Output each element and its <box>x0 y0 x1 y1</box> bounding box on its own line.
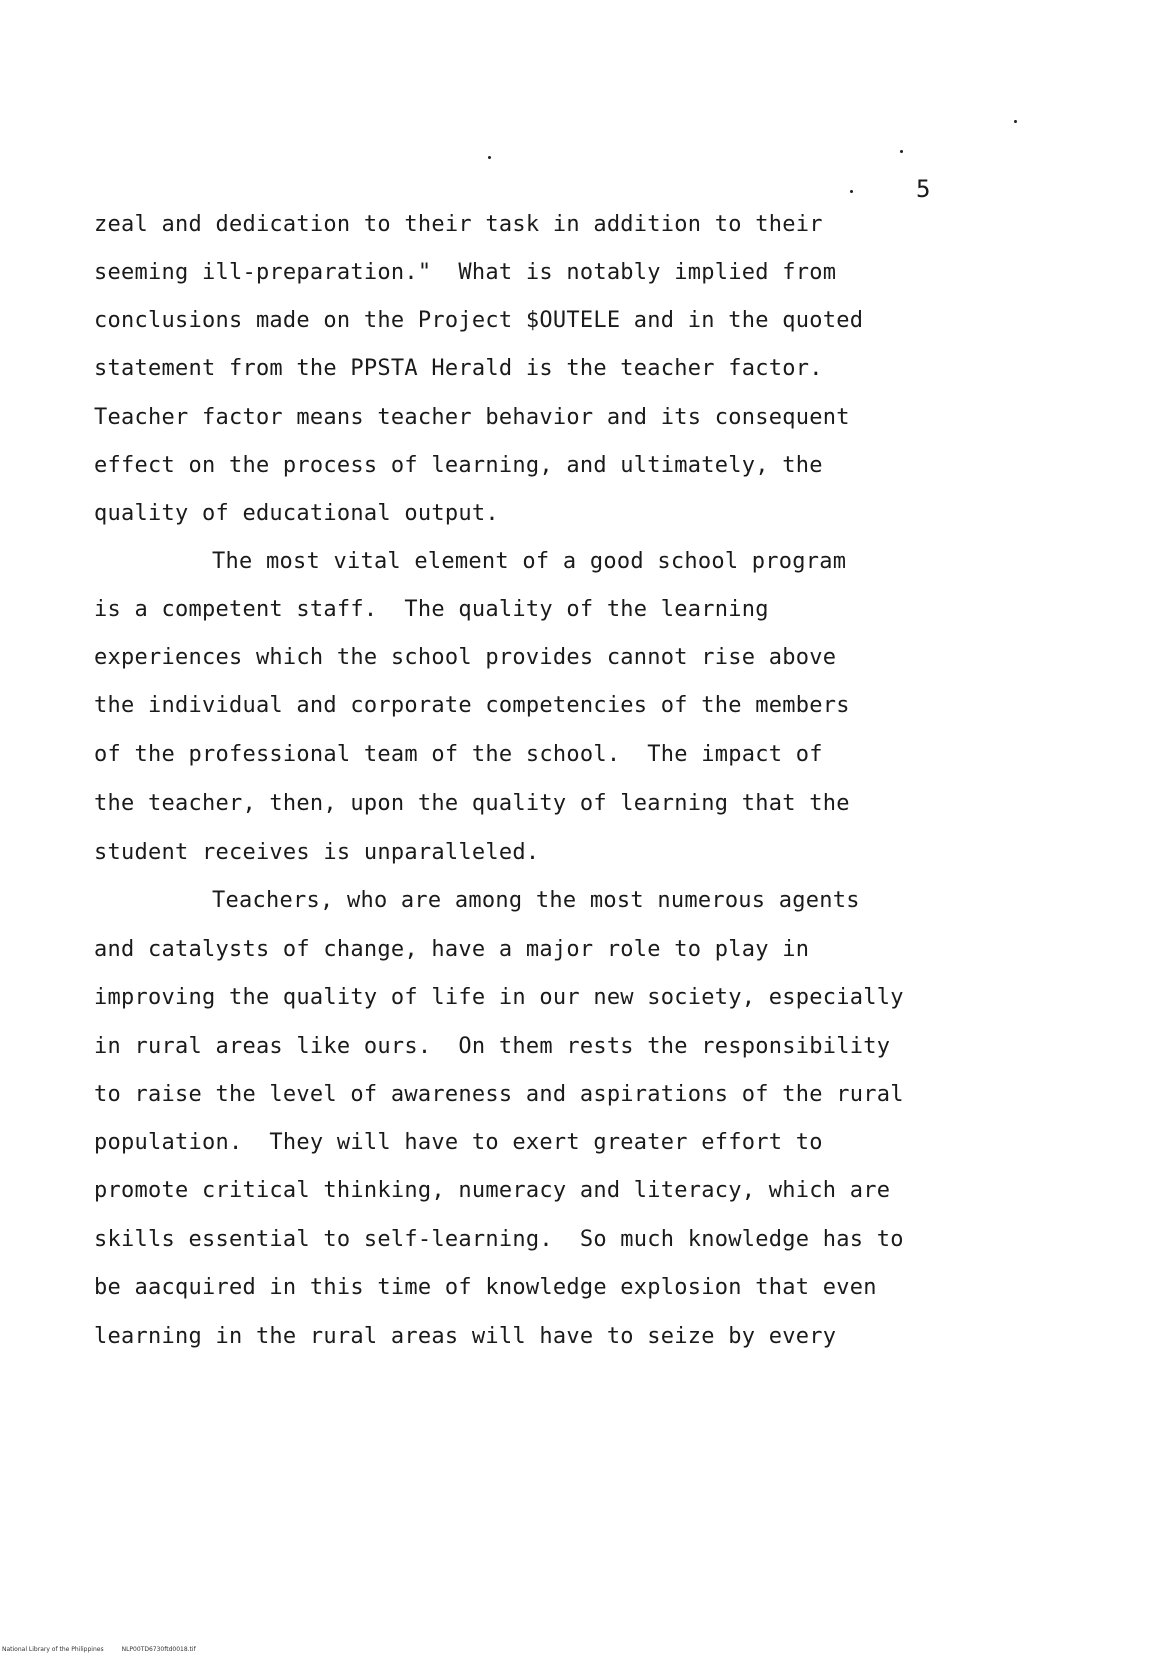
text-line: quality of educational output. <box>94 501 499 526</box>
text-line: Teacher factor means teacher behavior and its consequent <box>94 405 850 430</box>
text-line: the individual and corporate competencies of the members <box>94 693 850 718</box>
scan-speck <box>1014 120 1017 123</box>
text-line: statement from the PPSTA Herald is the teacher factor. <box>94 356 823 381</box>
text-line: to raise the level of awareness and aspirations of the rural <box>94 1082 904 1107</box>
text-line: skills essential to self-learning. So much knowledge has to <box>94 1227 904 1252</box>
text-line: in rural areas like ours. On them rests the responsibility <box>94 1034 891 1059</box>
scan-speck <box>900 150 903 153</box>
scan-speck <box>850 190 853 193</box>
library-credit: National Library of the Philippines <box>2 1646 104 1653</box>
text-line: promote critical thinking, numeracy and literacy, which are <box>94 1178 891 1203</box>
text-line: effect on the process of learning, and ultimately, the <box>94 453 823 478</box>
paragraph-first-line: The most vital element of a good school program <box>212 549 847 574</box>
text-line: the teacher, then, upon the quality of learning that the <box>94 791 850 816</box>
text-line: student receives is unparalleled. <box>94 840 540 865</box>
text-line: zeal and dedication to their task in addition to their <box>94 212 823 237</box>
text-line: is a competent staff. The quality of the learning <box>94 597 769 622</box>
text-line: learning in the rural areas will have to seize by every <box>94 1324 837 1349</box>
text-line: experiences which the school provides cannot rise above <box>94 645 837 670</box>
scan-footer <box>2 1646 196 1654</box>
page-number: 5 <box>916 175 931 203</box>
paragraph-first-line: Teachers, who are among the most numerous agents <box>212 888 860 913</box>
text-line: of the professional team of the school. The impact of <box>94 742 823 767</box>
text-line: be aacquired in this time of knowledge explosion that even <box>94 1275 877 1300</box>
scan-speck <box>488 156 491 159</box>
text-line: conclusions made on the Project $OUTELE and in the quoted <box>94 308 864 333</box>
text-line: improving the quality of life in our new society, especially <box>94 985 904 1010</box>
text-line: seeming ill-preparation." What is notably implied from <box>94 260 837 285</box>
text-line: and catalysts of change, have a major role to play in <box>94 937 810 962</box>
text-line: population. They will have to exert greater effort to <box>94 1130 823 1155</box>
file-id: NLP00TD6730ftd0018.tif <box>121 1646 196 1653</box>
